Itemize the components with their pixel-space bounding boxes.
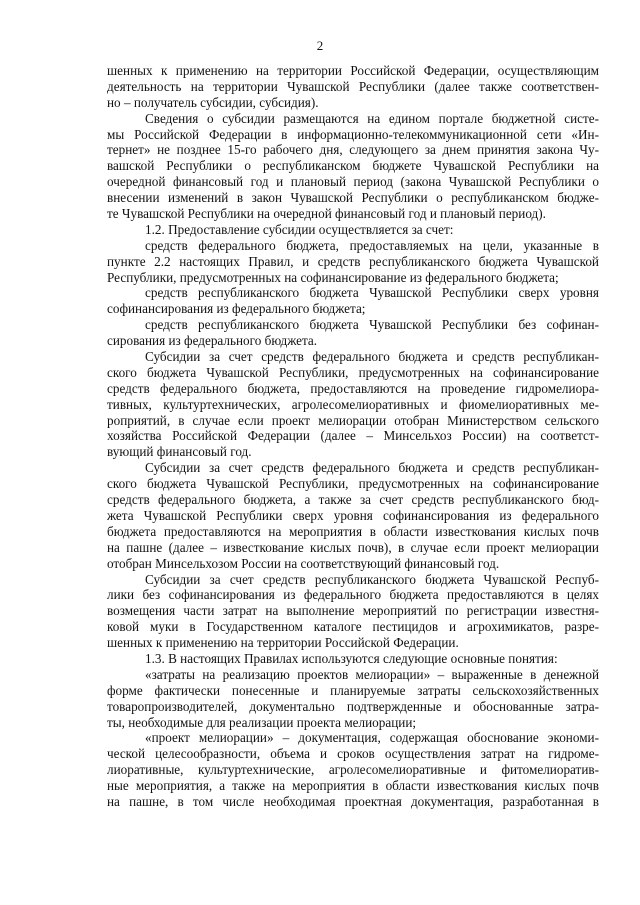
text-line: тивных, культуртехнических, агролесомелиоративных и фиомелиоративных ме- <box>107 396 599 412</box>
text-line: очередной финансовый год и плановый период (закона Чувашской Республики о <box>107 174 599 190</box>
text-line: шенных к применению на территории Российской Федерации. <box>107 635 459 651</box>
text-line: но – получатель субсидии, субсидия). <box>107 94 319 110</box>
text-line: возмещения части затрат на выполнение мероприятий по регистрации известня- <box>107 603 599 619</box>
text-line: шенных к применению на территории Российской Федерации, осуществляющим <box>107 63 599 78</box>
text-line: «проект мелиорации» – документация, содержащая обоснование экономи- <box>145 730 599 746</box>
text-line: софинансирования из федерального бюджета; <box>107 301 366 317</box>
text-line: бюджета предоставляются на мероприятия в области известкования кислых почв <box>107 523 599 539</box>
text-line: мы Российской Федерации в информационно-телекоммуникационной сети «Ин- <box>107 126 599 142</box>
text-line: ческой целесообразности, объема и сроков осуществления затрат на гидроме- <box>107 746 599 762</box>
text-line: средств федерального бюджета, предоставляются на проведение гидромелиора- <box>107 380 599 396</box>
text-line: средств федерального бюджета, предоставляемых на цели, указанные в <box>145 237 599 253</box>
text-line: тернет» не позднее 15-го рабочего дня, следующего за днем принятия закона Чу- <box>107 142 599 158</box>
text-line: ковой муки в Государственном каталоге пестицидов и агрохимикатов, разре- <box>107 619 599 635</box>
text-line: 1.2. Предоставление субсидии осуществляется за счет: <box>145 221 454 237</box>
text-line: вующий финансовый год. <box>107 444 252 460</box>
text-line: ского бюджета Чувашской Республики, предусмотренных на софинансирование <box>107 476 599 492</box>
text-line: Субсидии за счет средств федерального бюджета и средств республикан- <box>145 460 599 476</box>
text-line: 1.3. В настоящих Правилах используются следующие основные понятия: <box>145 650 558 666</box>
text-line: Субсидии за счет средств федерального бюджета и средств республикан- <box>145 349 599 365</box>
text-line: Республики, предусмотренных на софинансирование из федерального бюджета; <box>107 269 559 285</box>
text-line: ные мероприятия, а также на мероприятия в области известкования кислых почв <box>107 778 599 794</box>
body-text <box>107 63 599 810</box>
text-line: средств федерального бюджета, а также за счет средств республиканского бюд- <box>107 492 599 508</box>
text-line: жета Чувашской Республики сверх уровня софинансирования из федерального <box>107 507 599 523</box>
text-line: Субсидии за счет средств республиканского бюджета Чувашской Респуб- <box>145 571 599 587</box>
text-line: «затраты на реализацию проектов мелиорации» – выраженные в денежной <box>145 666 599 682</box>
text-line: ского бюджета Чувашской Республики, предусмотренных на софинансирование <box>107 364 599 380</box>
text-line: Сведения о субсидии размещаются на едином портале бюджетной систе- <box>145 110 599 126</box>
text-line: деятельность на территории Чувашской Республики (далее также соответствен- <box>107 78 599 94</box>
text-line: средств республиканского бюджета Чувашской Республики без софинан- <box>145 317 599 333</box>
text-line: хозяйства Российской Федерации (далее – Минсельхоз России) на соответст- <box>107 428 599 444</box>
text-line: ты, необходимые для реализации проекта мелиорации; <box>107 714 417 730</box>
text-line: те Чувашской Республики на очередной финансовый год и плановый период). <box>107 206 546 222</box>
text-line: вашской Республики о республиканском бюджете Чувашской Республики на <box>107 158 599 174</box>
text-line: внесении изменений в закон Чувашской Республики о республиканском бюдже- <box>107 190 599 206</box>
text-line: пункте 2.2 настоящих Правил, и средств республиканского бюджета Чувашской <box>107 253 599 269</box>
text-line: сирования из федерального бюджета. <box>107 333 318 349</box>
text-line: лиоративные, культуртехнические, агролесомелиоративные и фитомелиоратив- <box>107 762 599 778</box>
text-line: на пашне (далее – известкование кислых почв), в случае если проект мелиорации <box>107 539 599 555</box>
text-line: лики без софинансирования из федерального бюджета предоставляются в целях <box>107 587 599 603</box>
text-line: на пашне, в том числе необходимая проектная документация, разработанная в <box>107 793 599 809</box>
text-line: форме фактически понесенные и планируемые затраты сельскохозяйственных <box>107 682 599 698</box>
text-line: товаропроизводителей, документально подтвержденные и обоснованные затра- <box>107 698 599 714</box>
text-line: роприятий, в случае если проект мелиорации отобран Министерством сельского <box>107 412 599 428</box>
text-line: средств республиканского бюджета Чувашской Республики сверх уровня <box>145 285 599 301</box>
page-number: 2 <box>316 38 324 53</box>
text-line: отобран Минсельхозом России на соответствующий финансовый год. <box>107 555 500 571</box>
